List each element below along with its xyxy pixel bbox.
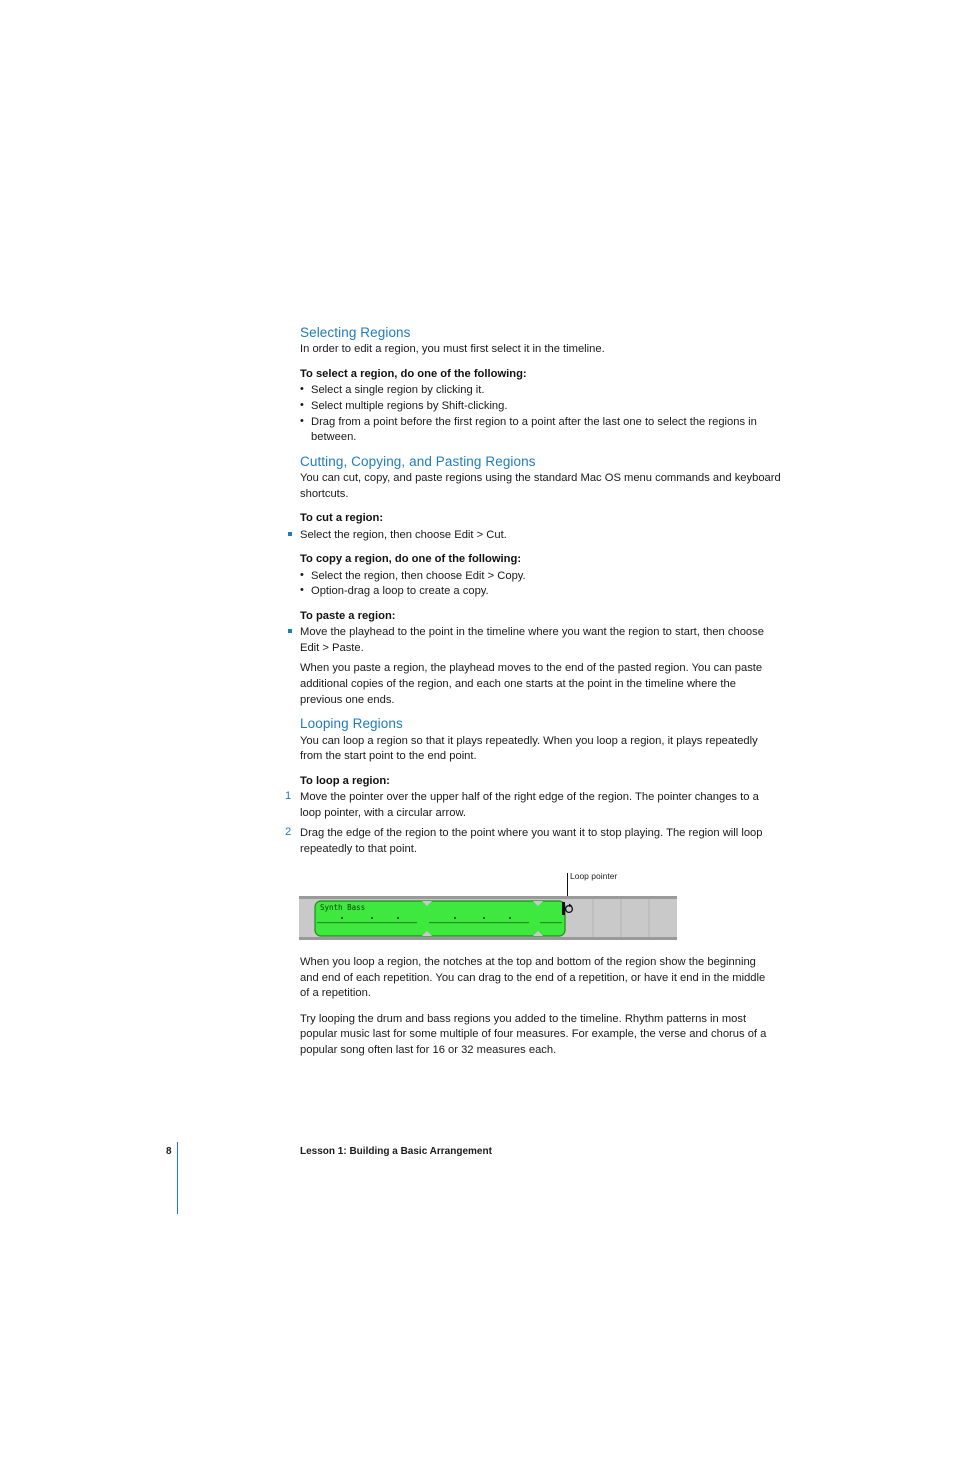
- square-bullet-icon: [288, 629, 292, 633]
- section-heading-looping: Looping Regions: [300, 716, 403, 731]
- paste-lead: To paste a region:: [300, 610, 396, 622]
- cut-lead: To cut a region:: [300, 512, 384, 524]
- looping-intro: You can loop a region so that it plays repeatedly. When you loop a region, it plays repeatedly: [300, 735, 758, 747]
- paste-note: When you paste a region, the playhead moves to the end of the pasted region. You can paste: [300, 662, 763, 674]
- track-border-top: [299, 896, 677, 899]
- timeline-figure: [299, 896, 677, 940]
- copy-bullet: Select the region, then choose Edit > Copy.: [311, 570, 526, 582]
- step-number: 2: [285, 826, 292, 838]
- looping-intro: from the start point to the end point.: [300, 750, 477, 762]
- bullet-dot: •: [300, 383, 304, 395]
- step-number: 1: [285, 790, 292, 802]
- paste-note: previous one ends.: [300, 694, 395, 706]
- selecting-bullet: Drag from a point before the first region to a point after the last one to select the regions in: [311, 416, 757, 428]
- region-name: Synth Bass: [320, 903, 366, 912]
- selecting-bullet: Select a single region by clicking it.: [311, 384, 485, 396]
- loop-step: repeatedly to that point.: [300, 843, 417, 855]
- track-border-bottom: [299, 937, 677, 940]
- loop-note: When you loop a region, the notches at the top and bottom of the region show the beginning: [300, 956, 756, 968]
- cutting-intro: shortcuts.: [300, 488, 349, 500]
- selecting-intro: In order to edit a region, you must first select it in the timeline.: [300, 343, 605, 355]
- loop-tip: popular music last for some multiple of four measures. For example, the verse and chorus of a: [300, 1028, 767, 1040]
- selecting-bullet: Select multiple regions by Shift-clicking.: [311, 400, 508, 412]
- loop-step: loop pointer, with a circular arrow.: [300, 807, 467, 819]
- loop-step: Move the pointer over the upper half of the right edge of the region. The pointer changes to a: [300, 791, 759, 803]
- cut-step: Select the region, then choose Edit > Cut.: [300, 529, 507, 541]
- bullet-dot: •: [300, 569, 304, 581]
- selecting-bullet-cont: between.: [311, 431, 357, 443]
- loop-tip: popular song often last for 16 or 32 measures each.: [300, 1044, 557, 1056]
- paste-step: Edit > Paste.: [300, 642, 364, 654]
- cutting-intro: You can cut, copy, and paste regions using the standard Mac OS menu commands and keyboard: [300, 472, 781, 484]
- loop-step: Drag the edge of the region to the point where you want it to stop playing. The region will loop: [300, 827, 763, 839]
- square-bullet-icon: [288, 532, 292, 536]
- bullet-dot: •: [300, 415, 304, 427]
- copy-bullet: Option-drag a loop to create a copy.: [311, 585, 489, 597]
- chapter-title: Lesson 1: Building a Basic Arrangement: [300, 1146, 492, 1157]
- bullet-dot: •: [300, 399, 304, 411]
- loop-tip: Try looping the drum and bass regions you added to the timeline. Rhythm patterns in most: [300, 1013, 747, 1025]
- callout-label: Loop pointer: [570, 871, 618, 881]
- copy-lead: To copy a region, do one of the following:: [300, 553, 522, 565]
- selecting-lead: To select a region, do one of the following:: [300, 368, 527, 380]
- section-heading-cutting: Cutting, Copying, and Pasting Regions: [300, 454, 536, 469]
- section-heading-selecting: Selecting Regions: [300, 325, 411, 340]
- loop-note: and end of each repetition. You can drag to the end of a repetition, or have it end in the middle: [300, 972, 766, 984]
- paste-step: Move the playhead to the point in the timeline where you want the region to start, then choose: [300, 626, 764, 638]
- bullet-dot: •: [300, 584, 304, 596]
- loop-lead: To loop a region:: [300, 775, 390, 787]
- loop-note: of a repetition.: [300, 987, 371, 999]
- paste-note: additional copies of the region, and each one starts at the point in the timeline where the: [300, 678, 736, 690]
- footer-rule: [177, 1142, 178, 1214]
- page-number: 8: [166, 1146, 172, 1157]
